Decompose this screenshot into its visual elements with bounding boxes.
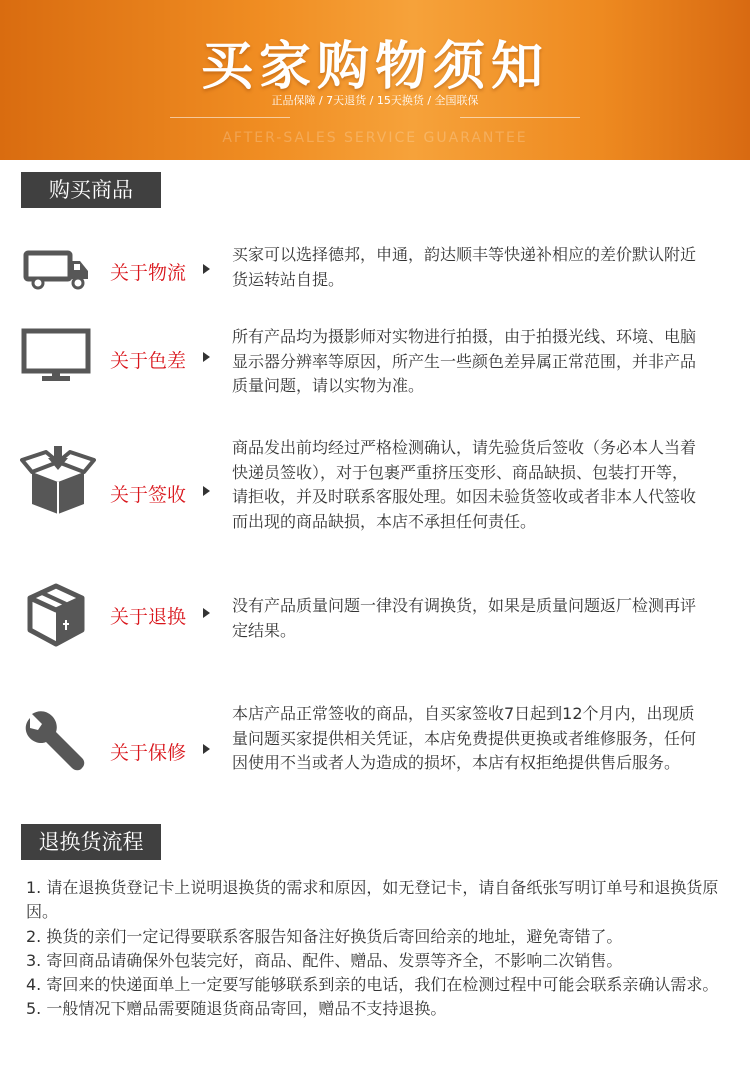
banner-english-watermark: AFTER-SALES SERVICE GUARANTEE [222,130,528,146]
desc-returns: 没有产品质量问题一律没有调换货，如果是质量问题返厂检测再评定结果。 [232,596,697,640]
header-banner [0,0,750,160]
list-item: 3. 寄回商品请确保外包装完好，商品、配件、赠品、发票等齐全，不影响二次销售。 [26,950,623,970]
list-item: 4. 寄回来的快递面单上一定要写能够联系到亲的电话，我们在检测过程中可能会联系亲确认需求。 [26,975,719,995]
label-signing: 关于签收 [110,484,187,506]
desc-color: 所有产品均为摄影师对实物进行拍摄，由于拍摄光线、环境、电脑显示器分辨率等原因，所产生一些颜色差异属正常范围，并非产品质量问题，请以实物为准。 [232,327,697,395]
label-warranty: 关于保修 [110,742,187,764]
package-icon [20,580,94,654]
banner-subtitle: 正品保障 / 7天退货 / 15天换货 / 全国联保 [271,94,479,107]
info-row-logistics [0,237,750,307]
desc-logistics: 买家可以选择德邦，申通，韵达顺丰等快递补相应的差价默认附近货运转站自提。 [232,245,697,289]
banner-divider-right [460,117,580,118]
info-row-warranty [0,702,750,812]
label-color: 关于色差 [110,350,187,372]
list-item: 1. 请在退换货登记卡上说明退换货的需求和原因，如无登记卡，请自备纸张写明订单号和退换货原因。 [26,878,719,922]
info-row-signing [0,434,750,554]
label-returns: 关于退换 [110,606,187,628]
arrow-right-icon [203,352,210,362]
monitor-icon [20,325,94,399]
banner-divider-left [170,117,290,118]
label-logistics: 关于物流 [110,262,187,284]
info-row-returns [0,588,750,668]
desc-signing: 商品发出前均经过严格检测确认，请先验货后签收（务必本人当着快递员签收），对于包裹严重挤压变形、商品缺损、包装打开等，请拒收，并及时联系客服处理。如因未验货签收或者非本人代签收而出现的商品缺损，本店不承担任何责任。 [232,438,697,531]
info-row-color [0,323,750,403]
arrow-right-icon [203,608,210,618]
return-steps-list [26,876,726,1022]
section-heading-return-process: 退换货流程 [21,824,161,860]
desc-warranty: 本店产品正常签收的商品，自买家签收7日起到12个月内，出现质量问题买家提供相关凭证，本店免费提供更换或者维修服务，任何因使用不当或者人为造成的损坏，本店有权拒绝提供售后服务。 [232,704,697,772]
section-heading-purchase: 购买商品 [21,172,161,208]
arrow-right-icon [203,264,210,274]
page-title: 买家购物须知 [200,37,549,97]
list-item: 2. 换货的亲们一定记得要联系客服告知备注好换货后寄回给亲的地址，避免寄错了。 [26,926,623,946]
arrow-right-icon [203,486,210,496]
open-box-icon [20,446,94,520]
list-item: 5. 一般情况下赠品需要随退货商品寄回，赠品不支持退换。 [26,999,447,1019]
wrench-icon [20,710,94,784]
truck-icon [20,237,94,311]
arrow-right-icon [203,744,210,754]
